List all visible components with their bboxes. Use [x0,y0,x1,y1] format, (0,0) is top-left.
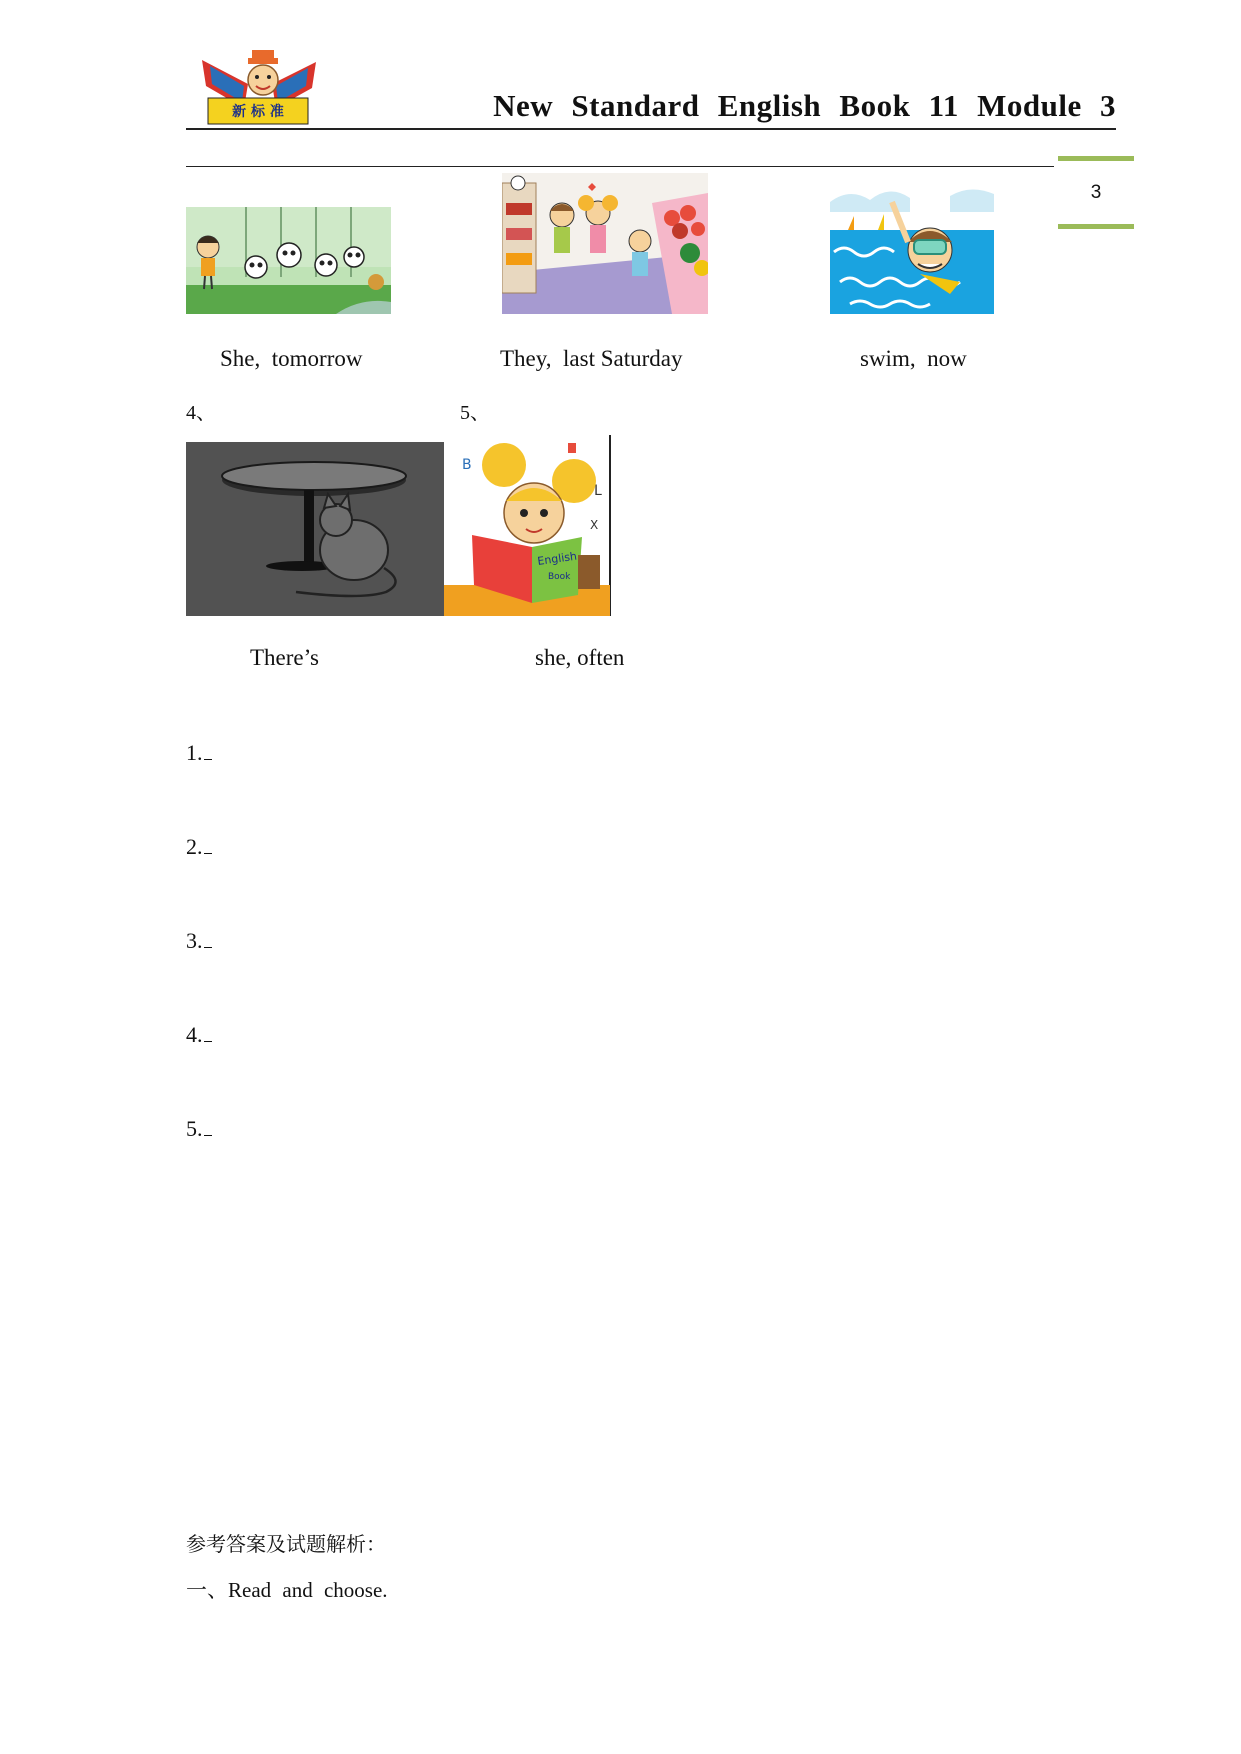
answer-blank [204,853,212,854]
header-rule [186,128,1116,130]
logo-text: 新 标 准 [232,104,284,120]
answer-line-3[interactable] [186,928,212,954]
answer-line-1[interactable] [186,740,212,766]
answer-line-number: 5. [186,1116,203,1141]
picture-girl-pandas [186,207,391,314]
header-title: New Standard English Book 11 Module 3 [493,88,1116,123]
picture-boy-swimming [830,182,994,314]
publisher-logo [200,48,318,126]
caption-picture-4: There’s [250,645,319,670]
page-number-bar-bottom [1058,224,1134,229]
svg-text:English: English [536,549,578,568]
question-number-4: 4、 [186,402,216,424]
svg-text:B: B [462,457,472,473]
answer-blank [204,947,212,948]
answer-line-number: 2. [186,834,203,859]
answer-line-number: 4. [186,1022,203,1047]
header-rule-secondary [186,166,1054,167]
section-title-read-and-choose: 一、Read and choose. [186,1578,388,1602]
question-number-5: 5、 [460,402,490,424]
answer-line-2[interactable] [186,834,212,860]
answer-blank [204,1041,212,1042]
picture-girl-reading [444,435,612,616]
answer-line-5[interactable] [186,1116,212,1142]
page-number: 3 [1090,182,1102,203]
caption-picture-5: she, often [535,645,625,670]
answer-blank [204,759,212,760]
answer-line-4[interactable] [186,1022,212,1048]
picture-cat-under-table [186,442,444,616]
page-number-bar-top [1058,156,1134,161]
answer-line-number: 1. [186,740,203,765]
svg-text:Book: Book [548,572,571,582]
answer-line-number: 3. [186,928,203,953]
picture-kids-shopping [502,173,708,314]
svg-text:L: L [594,483,602,499]
caption-picture-1: She, tomorrow [220,346,363,371]
answer-blank [204,1135,212,1136]
caption-picture-3: swim, now [860,346,967,371]
caption-picture-2: They, last Saturday [500,346,683,371]
answers-heading: 参考答案及试题解析： [186,1532,386,1556]
svg-text:X: X [590,518,599,532]
